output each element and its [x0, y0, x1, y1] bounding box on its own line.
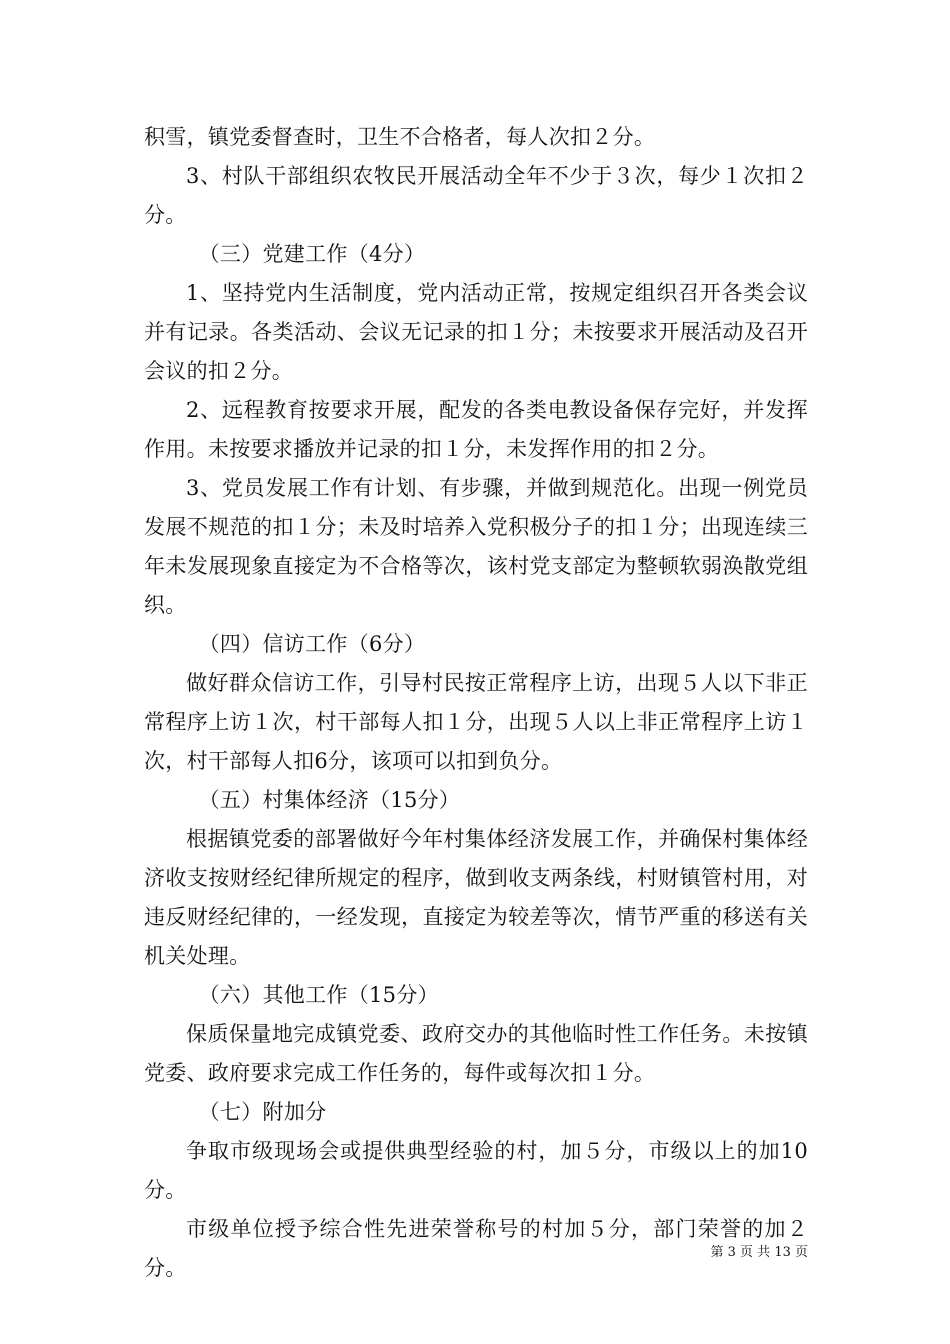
- paragraph-collective-economy: 根据镇党委的部署做好今年村集体经济发展工作，并确保村集体经济收支按财经纪律所规定的程序，做到收支两条线，村财镇管村用，对违反财经纪律的，一经发现，直接定为较差等次，情节严重的移送有关机关处理。: [144, 827, 808, 968]
- section-heading-collective-economy: （五）村集体经济（15分）: [198, 788, 461, 812]
- section-heading-other-work: （六）其他工作（15分）: [198, 983, 439, 1007]
- paragraph-petition: 做好群众信访工作，引导村民按正常程序上访，出现５人以下非正常程序上访１次，村干部每人扣１分，出现５人以上非正常程序上访１次，村干部每人扣6分，该项可以扣到负分。: [144, 671, 808, 773]
- section-heading-petition: （四）信访工作（6分）: [198, 632, 426, 656]
- document-body: [144, 118, 808, 1288]
- paragraph-other-work: 保质保量地完成镇党委、政府交办的其他临时性工作任务。未按镇党委、政府要求完成工作任务的，每件或每次扣１分。: [144, 1022, 808, 1085]
- page-number: 第 3 页 共 13 页: [710, 1245, 808, 1260]
- section-heading-party-building: （三）党建工作（4分）: [198, 242, 426, 266]
- paragraph-item-3-activities: 3、村队干部组织农牧民开展活动全年不少于３次，每少１次扣２分。: [144, 164, 808, 227]
- paragraph-party-life: 1、坚持党内生活制度，党内活动正常，按规定组织召开各类会议并有记录。各类活动、会议无记录的扣１分；未按要求开展活动及召开会议的扣２分。: [144, 281, 808, 383]
- paragraph-member-development: 3、党员发展工作有计划、有步骤，并做到规范化。出现一例党员发展不规范的扣１分；未及时培养入党积极分子的扣１分；出现连续三年未发展现象直接定为不合格等次，该村党支部定为整顿软弱涣散党组织。: [144, 476, 808, 617]
- section-heading-bonus: （七）附加分: [198, 1100, 327, 1124]
- paragraph-continuation: 积雪，镇党委督查时，卫生不合格者，每人次扣２分。: [144, 125, 656, 149]
- paragraph-bonus-honor: 市级单位授予综合性先进荣誉称号的村加５分，部门荣誉的加２分。: [144, 1217, 808, 1280]
- paragraph-remote-education: 2、远程教育按要求开展，配发的各类电教设备保存完好，并发挥作用。未按要求播放并记录的扣１分，未发挥作用的扣２分。: [144, 398, 808, 461]
- paragraph-bonus-meeting: 争取市级现场会或提供典型经验的村，加５分，市级以上的加10分。: [144, 1139, 808, 1202]
